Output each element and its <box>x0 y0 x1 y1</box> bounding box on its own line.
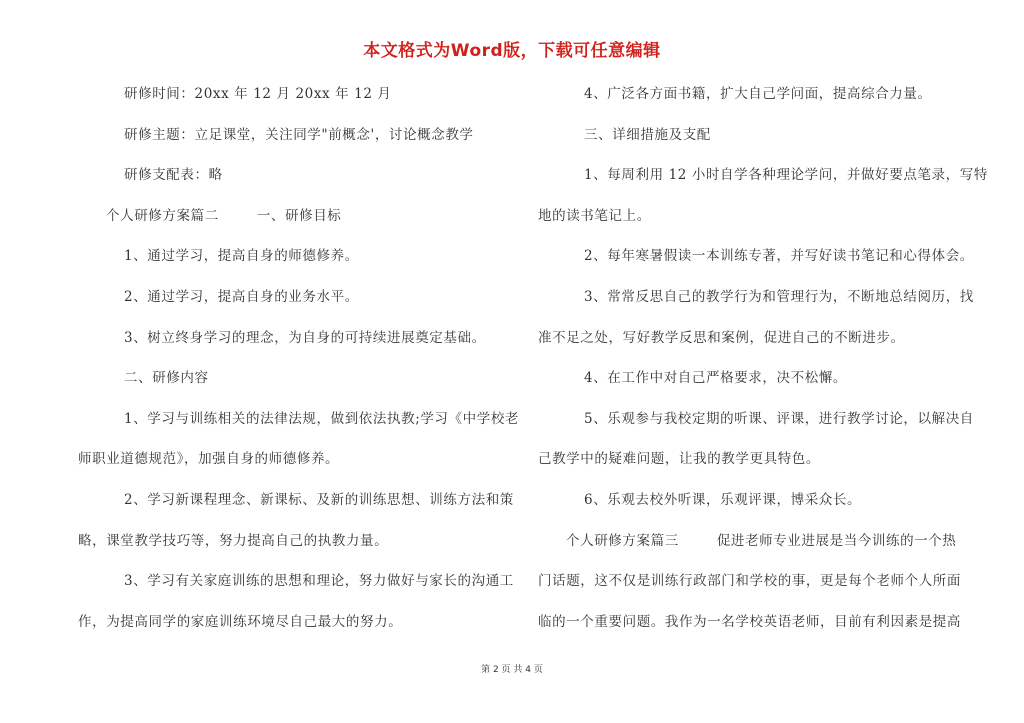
paragraph-line: 2、通过学习，提高自身的业务水平。 <box>124 288 359 305</box>
paragraph-line: 2、每年寒暑假读一本训练专著，并写好读书笔记和心得体会。 <box>584 248 974 265</box>
download-banner: 本文格式为Word版，下载可任意编辑 <box>363 41 661 61</box>
paragraph-line: 地的读书笔记上。 <box>538 207 651 224</box>
paragraph-line: 1、每周利用 12 小时自学各种理论学问，并做好要点笔录，写特 <box>584 167 988 184</box>
left-column <box>78 78 520 646</box>
paragraph-line: 5、乐观参与我校定期的听课、评课，进行教学讨论，以解决自 <box>584 410 974 427</box>
paragraph-line: 2、学习新课程理念、新课标、及新的训练思想、训练方法和策 <box>124 491 514 508</box>
paragraph-line: 临的一个重要问题。我作为一名学校英语老师，目前有利因素是提高 <box>538 613 961 630</box>
section-heading-line <box>78 200 510 241</box>
paragraph-line: 研修主题：立足课堂，关注同学"前概念'，讨论概念教学 <box>124 126 474 143</box>
paragraph-line: 作，为提高同学的家庭训练环境尽自己最大的努力。 <box>78 613 403 630</box>
section-heading-line <box>538 525 970 566</box>
paragraph-line: 1、学习与训练相关的法律法规，做到依法执教;学习《中学校老 <box>124 410 520 427</box>
paragraph-line: 6、乐观去校外听课，乐观评课，博采众长。 <box>584 491 862 508</box>
section-title: 个人研修方案篇三 <box>566 532 679 549</box>
paragraph-line: 3、树立终身学习的理念，为自身的可持续进展奠定基础。 <box>124 329 486 346</box>
paragraph-line: 研修支配表：略 <box>124 167 223 184</box>
paragraph-line: 1、通过学习，提高自身的师德修养。 <box>124 248 359 265</box>
paragraph-line: 3、学习有关家庭训练的思想和理论，努力做好与家长的沟通工 <box>124 573 514 590</box>
subsection-title: 一、研修目标 <box>256 207 342 224</box>
paragraph-line: 准不足之处，写好教学反思和案例，促进自己的不断进步。 <box>538 329 905 346</box>
subsection-title: 三、详细措施及支配 <box>584 126 711 143</box>
paragraph-line: 4、在工作中对自己严格要求，决不松懈。 <box>584 370 847 387</box>
subsection-title: 二、研修内容 <box>124 370 209 387</box>
right-column <box>538 78 988 646</box>
paragraph-line: 4、广泛各方面书籍，扩大自己学问面，提高综合力量。 <box>584 86 932 102</box>
paragraph-line: 师职业道德规范》，加强自身的师德修养。 <box>78 451 340 468</box>
section-title: 个人研修方案篇二 <box>106 207 219 224</box>
paragraph-line: 略，课堂教学技巧等，努力提高自己的执教力量。 <box>78 532 389 549</box>
paragraph-line: 己教学中的疑难问题，让我的教学更具特色。 <box>538 451 820 468</box>
page-number: 第 2 页 共 4 页 <box>481 665 543 675</box>
paragraph-line: 门话题，这不仅是训练行政部门和学校的事，更是每个老师个人所面 <box>538 573 961 590</box>
paragraph-line: 研修时间：20xx 年 12 月 20xx 年 12 月 <box>124 86 392 102</box>
paragraph-line: 3、常常反思自己的教学行为和管理行为，不断地总结阅历，找 <box>584 288 974 305</box>
paragraph-text: 促进老师专业进展是当今训练的一个热 <box>716 532 957 549</box>
